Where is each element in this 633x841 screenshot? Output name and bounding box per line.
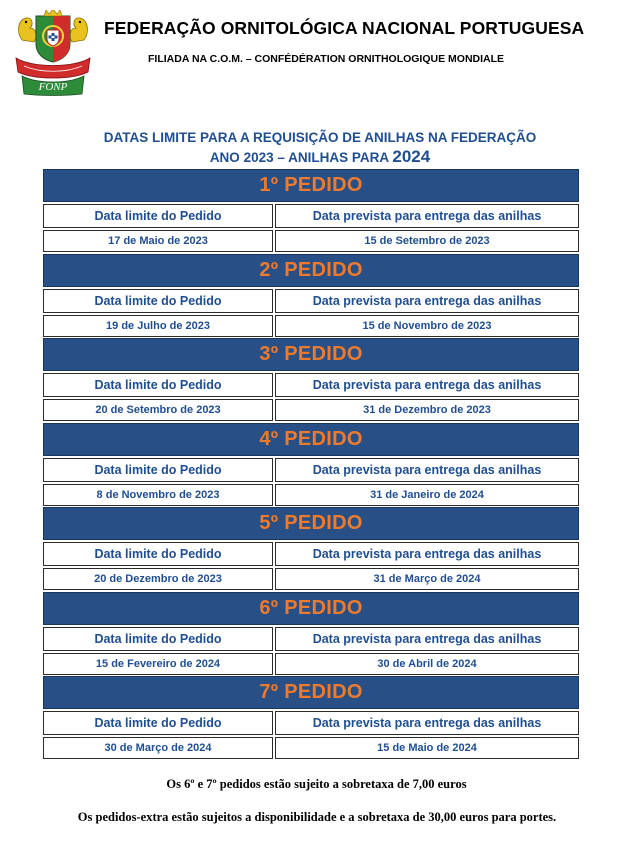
order-label-row [43, 627, 579, 651]
delivery-date-value: 30 de Abril de 2024 [275, 653, 579, 675]
order-label-row [43, 373, 579, 397]
order-header: 2º PEDIDO [43, 254, 579, 287]
org-title: FEDERAÇÃO ORNITOLÓGICA NACIONAL PORTUGUESA [104, 18, 585, 38]
delivery-date-value: 15 de Maio de 2024 [275, 737, 579, 759]
document-title-line2 [60, 147, 580, 167]
delivery-date-label: Data prevista para entrega das anilhas [275, 627, 579, 651]
order-label-row [43, 204, 579, 228]
order-label-row [43, 458, 579, 482]
delivery-date-value: 15 de Setembro de 2023 [275, 230, 579, 252]
order-block [43, 423, 579, 508]
limit-date-label: Data limite do Pedido [43, 542, 273, 566]
order-block [43, 338, 579, 423]
limit-date-value: 15 de Fevereiro de 2024 [43, 653, 273, 675]
order-value-row [43, 653, 579, 675]
org-subtitle: FILIADA NA C.O.M. – CONFÉDÉRATION ORNITHOLOGIQUE MONDIALE [148, 53, 505, 65]
limit-date-label: Data limite do Pedido [43, 711, 273, 735]
order-label-row [43, 542, 579, 566]
order-header: 7º PEDIDO [43, 676, 579, 709]
order-value-row [43, 568, 579, 590]
order-value-row [43, 315, 579, 337]
order-value-row [43, 484, 579, 506]
limit-date-value: 17 de Maio de 2023 [43, 230, 273, 252]
limit-date-label: Data limite do Pedido [43, 289, 273, 313]
order-header: 5º PEDIDO [43, 507, 579, 540]
limit-date-label: Data limite do Pedido [43, 458, 273, 482]
limit-date-label: Data limite do Pedido [43, 204, 273, 228]
surcharge-note: Os 6º e 7º pedidos estão sujeito a sobretaxa de 7,00 euros [166, 777, 467, 791]
order-value-row [43, 399, 579, 421]
limit-date-label: Data limite do Pedido [43, 373, 273, 397]
order-block [43, 254, 579, 339]
fonp-crest-icon [12, 10, 94, 96]
order-header: 6º PEDIDO [43, 592, 579, 625]
orders-table [43, 169, 579, 761]
order-block [43, 592, 579, 677]
document-title-line2-prefix: ANO 2023 – ANILHAS PARA [209, 150, 393, 165]
delivery-date-label: Data prevista para entrega das anilhas [275, 711, 579, 735]
delivery-date-label: Data prevista para entrega das anilhas [275, 204, 579, 228]
order-value-row [43, 737, 579, 759]
limit-date-value: 8 de Novembro de 2023 [43, 484, 273, 506]
delivery-date-value: 31 de Dezembro de 2023 [275, 399, 579, 421]
delivery-date-label: Data prevista para entrega das anilhas [275, 542, 579, 566]
delivery-date-value: 31 de Março de 2024 [275, 568, 579, 590]
order-header: 1º PEDIDO [43, 169, 579, 202]
limit-date-value: 30 de Março de 2024 [43, 737, 273, 759]
order-label-row [43, 711, 579, 735]
limit-date-value: 20 de Dezembro de 2023 [43, 568, 273, 590]
order-header: 4º PEDIDO [43, 423, 579, 456]
delivery-date-label: Data prevista para entrega das anilhas [275, 458, 579, 482]
order-label-row [43, 289, 579, 313]
svg-text:FONP: FONP [38, 81, 68, 93]
order-header: 3º PEDIDO [43, 338, 579, 371]
extra-orders-note: Os pedidos-extra estão sujeitos a disponibilidade e a sobretaxa de 30,00 euros para portes. [77, 810, 557, 824]
order-block [43, 507, 579, 592]
order-block [43, 169, 579, 254]
delivery-date-label: Data prevista para entrega das anilhas [275, 373, 579, 397]
delivery-date-value: 15 de Novembro de 2023 [275, 315, 579, 337]
limit-date-label: Data limite do Pedido [43, 627, 273, 651]
document-title-year: 2024 [392, 147, 431, 166]
document-title [60, 128, 580, 167]
limit-date-value: 20 de Setembro de 2023 [43, 399, 273, 421]
order-block [43, 676, 579, 761]
limit-date-value: 19 de Julho de 2023 [43, 315, 273, 337]
order-value-row [43, 230, 579, 252]
delivery-date-label: Data prevista para entrega das anilhas [275, 289, 579, 313]
document-title-line1: DATAS LIMITE PARA A REQUISIÇÃO DE ANILHAS NA FEDERAÇÃO [103, 130, 537, 145]
delivery-date-value: 31 de Janeiro de 2024 [275, 484, 579, 506]
